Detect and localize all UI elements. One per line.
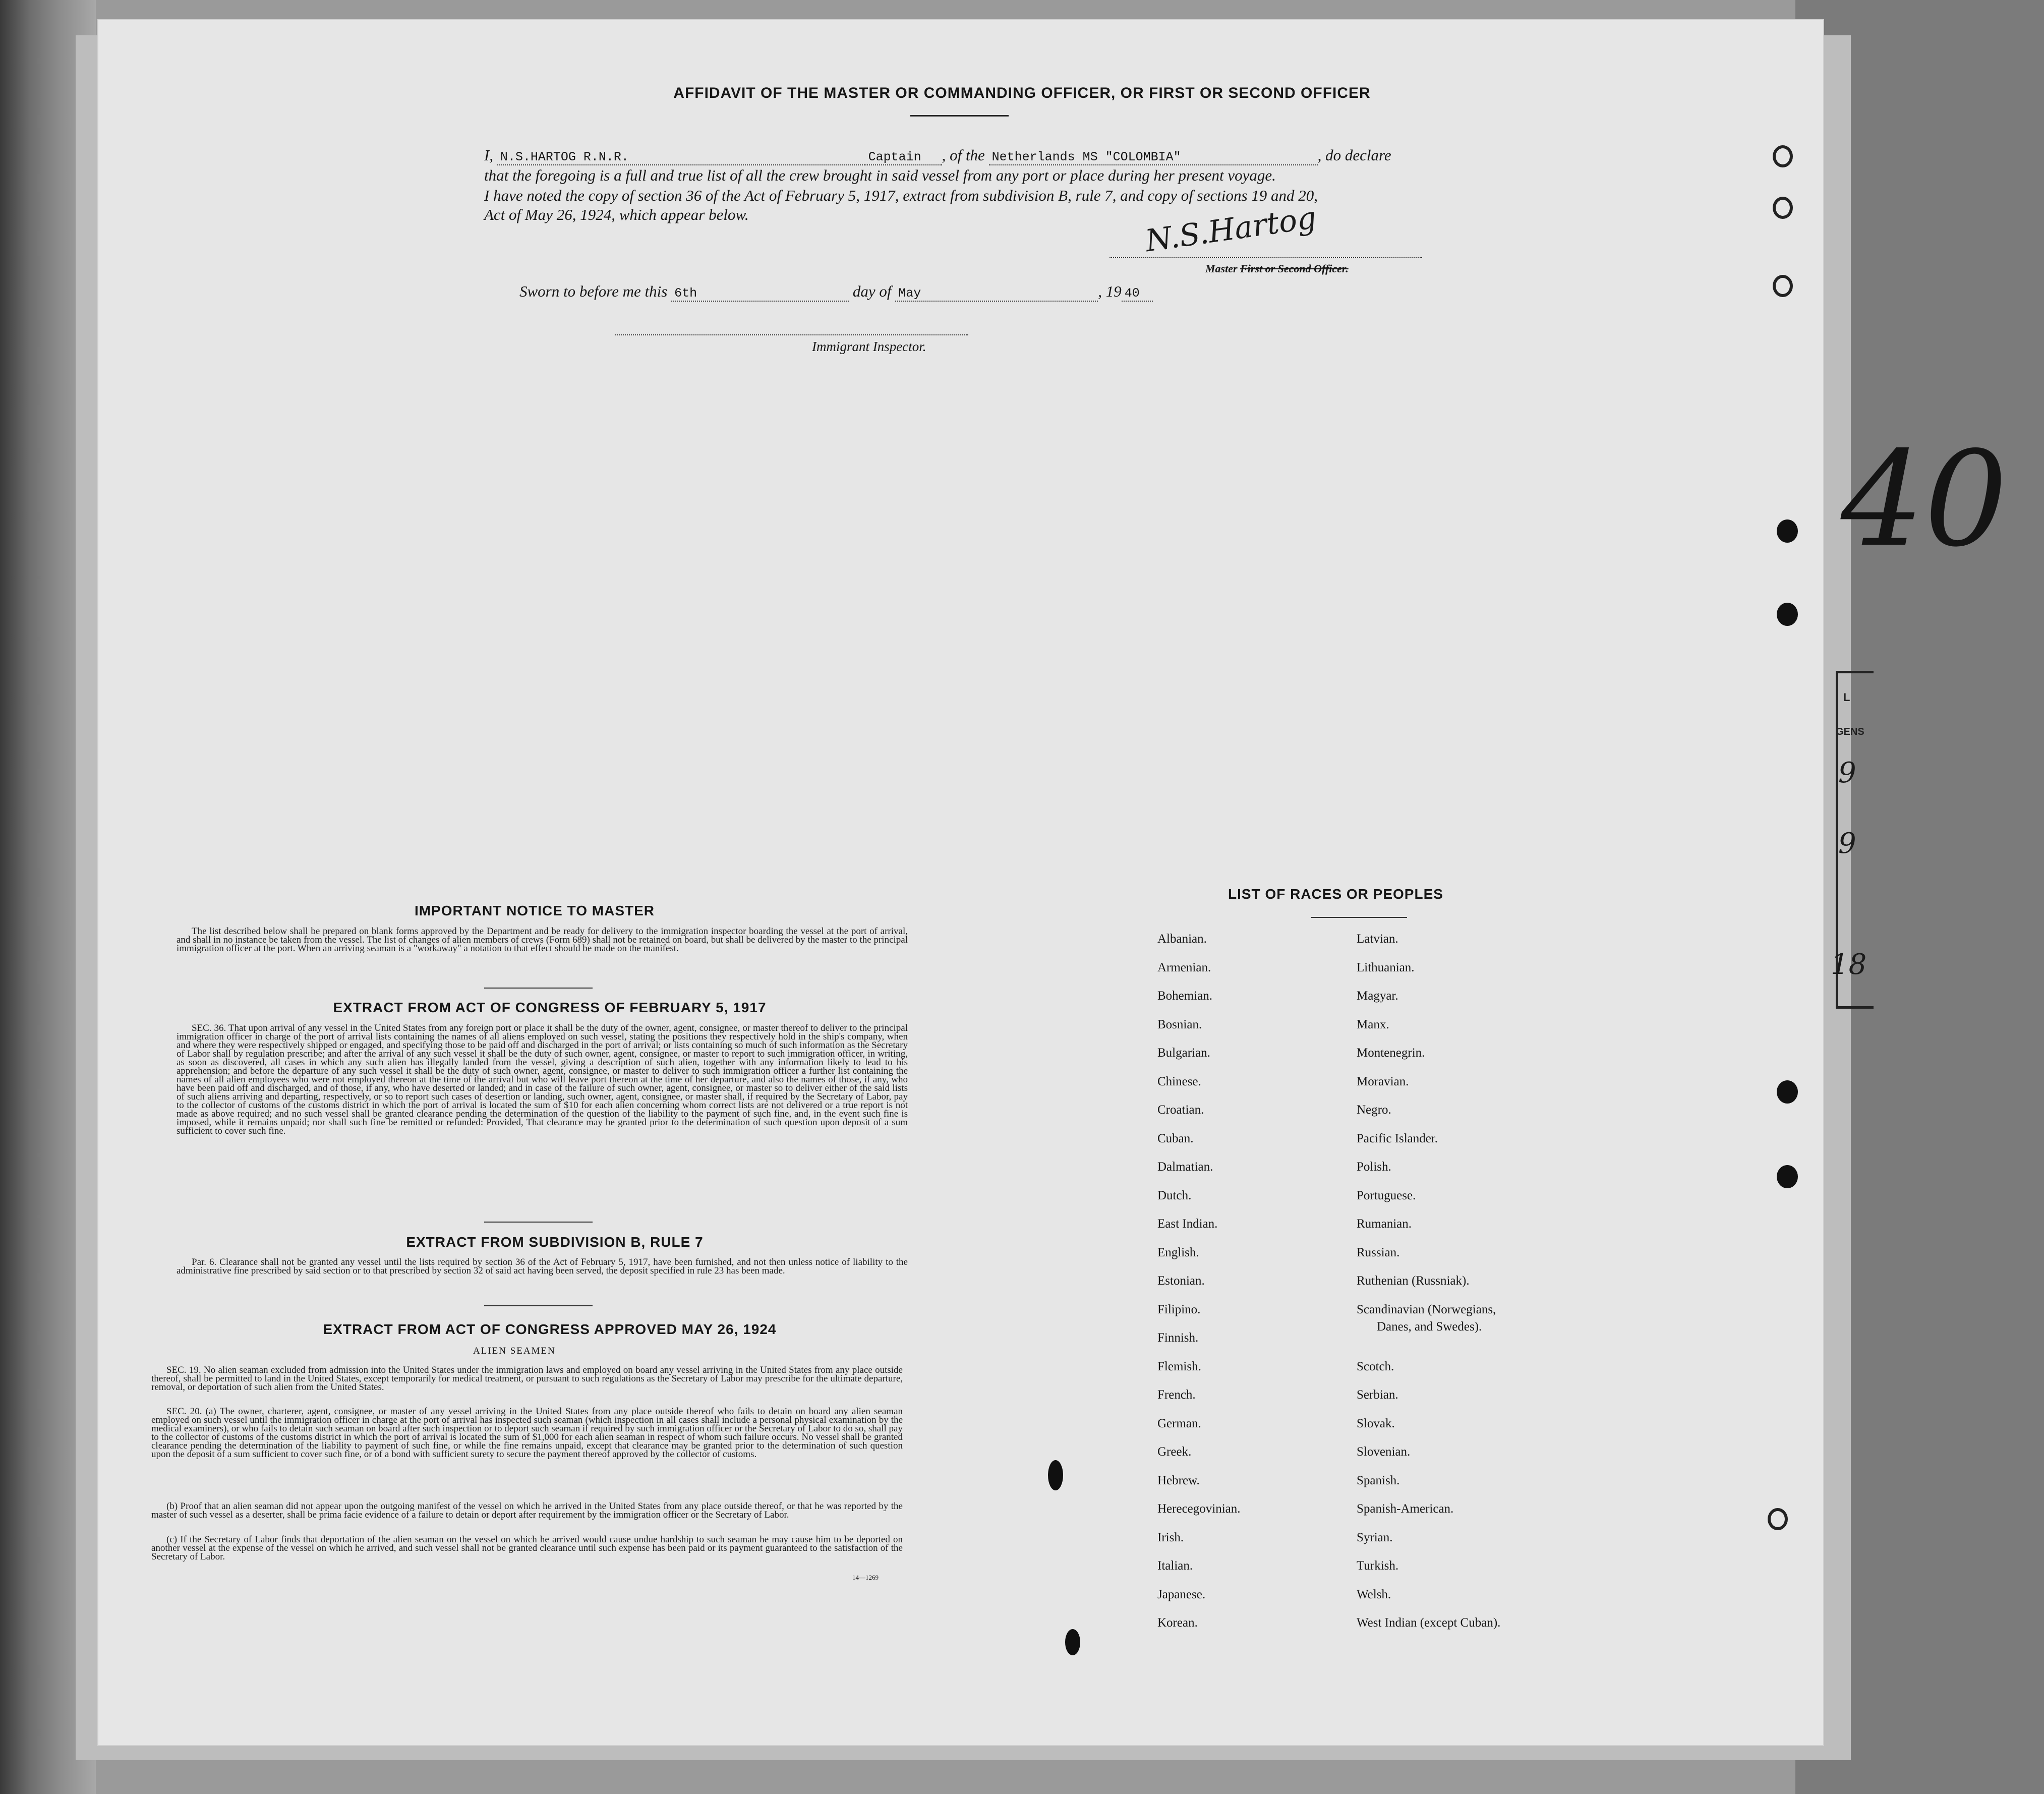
punch-hole [1777, 603, 1798, 626]
race-item: Finnish. [1157, 1331, 1199, 1345]
race-item: Slovak. [1357, 1416, 1395, 1430]
margin-tally-3: 18 [1831, 948, 1867, 981]
race-item: Serbian. [1357, 1388, 1398, 1402]
race-item: Scandinavian (Norwegians, [1357, 1302, 1496, 1316]
punch-hole [1777, 1165, 1798, 1188]
race-item: Albanian. [1157, 932, 1207, 946]
punch-hole [1777, 1080, 1798, 1104]
race-item: Greek. [1157, 1445, 1192, 1459]
title-rule [910, 115, 1009, 117]
race-item: East Indian. [1157, 1217, 1218, 1231]
race-item: Dutch. [1157, 1188, 1192, 1202]
race-item: Magyar. [1357, 989, 1398, 1003]
master-label-plain: Master [1205, 262, 1238, 275]
race-item: German. [1157, 1416, 1201, 1430]
race-item: Ruthenian (Russniak). [1357, 1274, 1470, 1288]
race-item: Scotch. [1357, 1359, 1394, 1373]
race-item: Bulgarian. [1157, 1046, 1210, 1060]
signature-line [1109, 257, 1422, 258]
race-item: Negro. [1357, 1103, 1391, 1117]
race-item: Korean. [1157, 1616, 1198, 1630]
sworn-year-field: 40 [1122, 286, 1153, 302]
sec20c-text: (c) If the Secretary of Labor finds that deportation of the alien seaman on the vessel on which he arrived would cause undue hardship to such seaman he may cause him to be deported on another vessel at the expense of the vessel on which he arrived, and such vessel shall not be granted clearance until such expense has been paid or its payment guaranteed to the satisfaction of the Secretary of Labor. [151, 1534, 903, 1562]
margin-box-header-2: GENS [1836, 726, 1864, 737]
race-item: Estonian. [1157, 1274, 1205, 1288]
punch-hole [1768, 1508, 1788, 1530]
race-item: Spanish. [1357, 1473, 1400, 1487]
master-label [1205, 262, 1349, 275]
officer-name-field: N.S.HARTOG R.N.R. [497, 150, 866, 165]
race-item: Italian. [1157, 1559, 1193, 1573]
form-number: 14—1269 [852, 1574, 879, 1581]
alien-seamen-subtitle: ALIEN SEAMEN [473, 1346, 556, 1356]
race-item: Polish. [1357, 1160, 1391, 1174]
race-item: English. [1157, 1245, 1199, 1259]
sworn-line [519, 282, 1153, 302]
extract-1917-title: EXTRACT FROM ACT OF CONGRESS OF FEBRUARY 5, 1917 [333, 1000, 767, 1015]
race-item: Flemish. [1157, 1359, 1201, 1373]
inspector-signature-line [615, 334, 968, 335]
punch-hole [1777, 519, 1798, 543]
notice-title: IMPORTANT NOTICE TO MASTER [414, 903, 655, 918]
race-item: Croatian. [1157, 1103, 1204, 1117]
race-item: Chinese. [1157, 1074, 1201, 1088]
declaration-line-3: I have noted the copy of section 36 of the Act of February 5, 1917, extract from subdivision B, rule 7, and copy of sections 19 and 20, [484, 187, 1318, 204]
extract-1924-title: EXTRACT FROM ACT OF CONGRESS APPROVED MAY 26, 1924 [323, 1321, 777, 1337]
race-item: Russian. [1357, 1245, 1400, 1259]
race-item: Armenian. [1157, 960, 1211, 974]
rule7-text: Par. 6. Clearance shall not be granted any vessel until the lists required by section 36 of the Act of February 5, 1917, have been furnished, and not then unless notice of liability to the administrative fine prescribed by said section or to that prescribed by section 32 of said act having been served, the deposit specified in rule 23 has been made. [177, 1257, 908, 1276]
inspector-label: Immigrant Inspector. [812, 339, 926, 354]
race-item: Bohemian. [1157, 989, 1213, 1003]
margin-tally-2: 9 [1838, 827, 1856, 860]
races-title: LIST OF RACES OR PEOPLES [1228, 886, 1443, 902]
race-item: Dalmatian. [1157, 1160, 1213, 1174]
document-page [98, 20, 1823, 1745]
race-item: Portuguese. [1357, 1188, 1416, 1202]
master-signature: N.S.Hartog [1143, 200, 1319, 259]
rank-field: Captain [865, 150, 942, 165]
declaration-line-4: Act of May 26, 1924, which appear below. [484, 206, 749, 223]
vessel-field: Netherlands MS "COLOMBIA" [989, 150, 1318, 165]
rule7-title: EXTRACT FROM SUBDIVISION B, RULE 7 [406, 1234, 704, 1250]
race-item: Turkish. [1357, 1559, 1399, 1573]
race-item: Syrian. [1357, 1530, 1393, 1544]
section-rule [484, 988, 593, 989]
extract-1917-text: SEC. 36. That upon arrival of any vessel in the United States from any foreign port or place it shall be the duty of the owner, agent, consignee, or master thereof to deliver to the principal immigration officer in charge of the port of arrival lists containing the names of all aliens employed on such vessel, stating the positions they respectively hold in the ship's company, when and where they were respectively shipped or engaged, and specifying those to be paid off and discharged in the port of arrival; or lists containing so much of such information as the Secretary of Labor shall by regulation prescribe; and after the arrival of any such vessel it shall be the duty of such owner, agent, consignee, or master to report to such immigration officer, in writing, as soon as discovered, all cases in which any such alien has illegally landed from the vessel, giving a description of such alien, together with any information likely to lead to his apprehension; and before the departure of any such vessel it shall be the duty of such owner, agent, consignee, or master to deliver to such immigration officer a further list containing the names of all alien employees who were not employed thereon at the time of the arrival but who will leave port thereon at the time of her departure, and also the names of those, if any, who have been paid off and discharged, and of those, if any, who have deserted or landed; and in case of the failure of such owner, agent, consignee, or master so to deliver either of the said lists of such aliens arriving and departing, respectively, or so to report such cases of desertion or landing, such owner, agent, consignee, or master shall, if required by the Secretary of Labor, pay to the collector of customs of the customs district in which the port of arrival is located the sum of $10 for each alien concerning whom correct lists are not delivered or a true report is not made as above required; and no such vessel shall be granted clearance pending the determination of the question of the liability to the payment of such fine, and, in the event such fine is imposed, while it remains unpaid; nor shall such fine be remitted or refunded: Provided, That clearance may be granted prior to the determination of such question upon deposit of a sum sufficient to cover such fine. [177, 1023, 908, 1136]
declaration-prefix: I, [484, 146, 494, 164]
race-item: West Indian (except Cuban). [1357, 1616, 1501, 1630]
sec20a-text: SEC. 20. (a) The owner, charterer, agent, consignee, or master of any vessel arriving in the United States from any place outside thereof who fails to detain on board any alien seaman employed on such vessel until the immigration officer in charge at the port of arrival has inspected such seaman (which inspection in all cases shall include a personal physical examination by the medical examiners), or who fails to detain such seaman on board after such inspection or to deport such seaman if required by such immigration officer or the Secretary of Labor to do so, shall pay to the collector of customs of the customs district in which the port of arrival is located the sum of $1,000 for each alien seaman in respect of whom such failure occurs. No vessel shall be granted clearance pending the determination of the liability to payment of such fine, or while the fine remains unpaid, except that clearance may be granted prior to the determination of such question upon the deposit of a sum sufficient to cover such fine, or of a bond with sufficient surety to secure the payment thereof approved by the collector of customs. [151, 1406, 903, 1460]
sworn-prefix: Sworn to before me this [519, 282, 668, 300]
margin-box-header-1: L [1843, 691, 1850, 704]
race-item: Manx. [1357, 1017, 1389, 1031]
race-item: Latvian. [1357, 932, 1398, 946]
notice-text: The list described below shall be prepared on blank forms approved by the Department and be ready for delivery to the immigration inspector boarding the vessel at the port of arrival, and shall in no instance be taken from the vessel. The list of changes of alien members of crews (Form 689) shall not be retained on board, but shall be delivered by the master to the principal immigration officer at the port. When an arriving seaman is a "workaway" a notation to that effect should be made on the manifest. [177, 926, 908, 954]
punch-hole [1773, 275, 1793, 297]
section-rule [484, 1305, 593, 1306]
race-item: French. [1157, 1388, 1196, 1402]
sec20b-text: (b) Proof that an alien seaman did not appear upon the outgoing manifest of the vessel on which he arrived in the United States from any place outside thereof, or that he was reported by the master of such vessel as a deserter, shall be prima facie evidence of a failure to detain or deport after requirement by the immigration officer or the Secretary of Labor. [151, 1501, 903, 1520]
race-item: Japanese. [1157, 1587, 1206, 1601]
margin-tally-1: 9 [1838, 757, 1856, 789]
affidavit-title: AFFIDAVIT OF THE MASTER OR COMMANDING OFFICER, OR FIRST OR SECOND OFFICER [673, 85, 1371, 101]
sworn-month-field: May [895, 286, 1098, 302]
race-item: Slovenian. [1357, 1445, 1411, 1459]
race-item: Filipino. [1157, 1302, 1201, 1316]
ink-blot [1065, 1629, 1080, 1655]
race-item: Bosnian. [1157, 1017, 1202, 1031]
race-item: Pacific Islander. [1357, 1131, 1438, 1145]
race-item: Moravian. [1357, 1074, 1409, 1088]
race-item: Cuban. [1157, 1131, 1194, 1145]
races-rule [1311, 917, 1407, 918]
race-item: Montenegrin. [1357, 1046, 1425, 1060]
punch-hole [1773, 197, 1793, 219]
race-item: Lithuanian. [1357, 960, 1415, 974]
race-item: Irish. [1157, 1530, 1184, 1544]
sec19-text: SEC. 19. No alien seaman excluded from admission into the United States under the immigration laws and employed on board any vessel arriving in the United States from any place outside thereof, shall be permitted to land in the United States, except temporarily for medical treatment, or pursuant to such regulations as the Secretary of Labor may prescribe for the ultimate departure, removal, or deportation of such alien from the United States. [151, 1365, 903, 1393]
of-the-text: , of the [942, 146, 985, 164]
race-item: Hebrew. [1157, 1473, 1200, 1487]
year-prefix: , 19 [1098, 282, 1122, 300]
punch-hole [1773, 145, 1793, 167]
day-of-text: day of [852, 282, 892, 300]
declaration-line-2: that the foregoing is a full and true list of all the crew brought in said vessel from any port or place during her present voyage. [484, 166, 1276, 184]
master-label-struck: First or Second Officer. [1240, 262, 1349, 275]
sworn-day-field: 6th [671, 286, 849, 302]
race-item: Welsh. [1357, 1587, 1391, 1601]
margin-handwritten-number: 40 [1841, 424, 2008, 576]
ink-blot [1048, 1460, 1063, 1490]
race-item: Danes, and Swedes). [1377, 1319, 1482, 1334]
declaration-line-1 [484, 146, 1391, 165]
race-item: Herecegovinian. [1157, 1502, 1241, 1516]
section-rule [484, 1222, 593, 1223]
race-item: Rumanian. [1357, 1217, 1412, 1231]
do-declare-text: , do declare [1317, 146, 1391, 164]
race-item: Spanish-American. [1357, 1502, 1454, 1516]
